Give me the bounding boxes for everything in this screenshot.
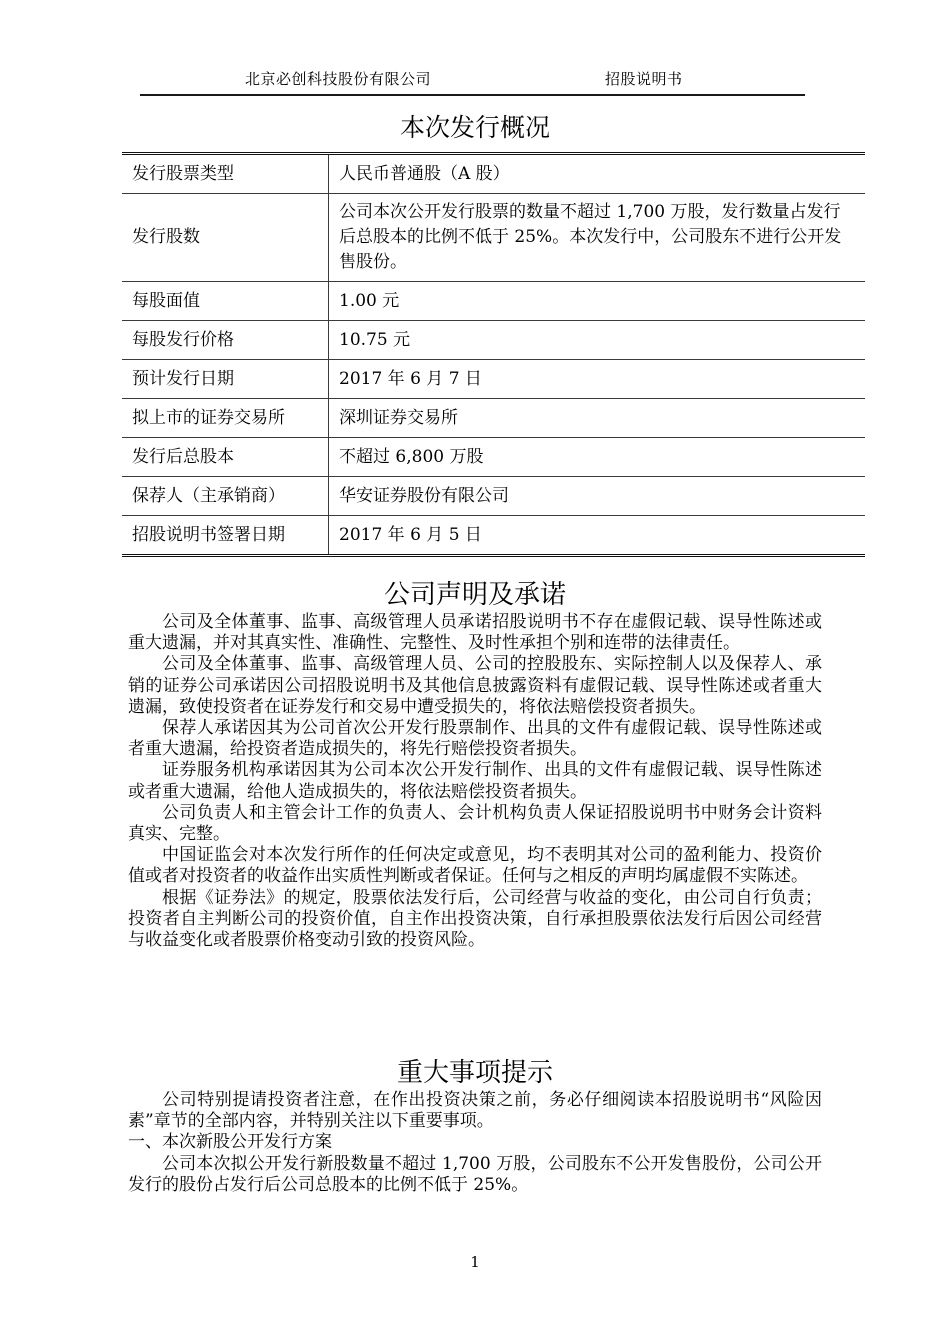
declaration-paragraph: 公司负责人和主管会计工作的负责人、会计机构负责人保证招股说明书中财务会计资料真实、完整。	[128, 802, 822, 845]
page-number: 1	[470, 1253, 480, 1271]
row-label: 招股说明书签署日期	[122, 516, 329, 556]
row-value: 10.75 元	[329, 321, 866, 360]
header-company-name: 北京必创科技股份有限公司	[245, 70, 432, 88]
row-value: 人民币普通股（A 股）	[329, 154, 866, 194]
row-label: 预计发行日期	[122, 360, 329, 399]
highlights-heading: 重大事项提示	[396, 1058, 553, 1088]
row-value: 2017 年 6 月 5 日	[339, 524, 482, 545]
row-label: 发行股票类型	[122, 154, 329, 194]
row-label: 发行后总股本	[122, 438, 329, 477]
page-title: 本次发行概况	[399, 113, 550, 142]
row-label: 每股面值	[122, 282, 329, 321]
row-value: 不超过 6,800 万股	[329, 438, 866, 477]
table-row	[122, 399, 865, 438]
row-value: 2017 年 6 月 7 日	[329, 360, 866, 399]
table-row	[122, 154, 865, 194]
declaration-paragraph: 中国证监会对本次发行所作的任何决定或意见，均不表明其对公司的盈利能力、投资价值或者对投资者的收益作出实质性判断或者保证。任何与之相反的声明均属虚假不实陈述。	[128, 845, 822, 887]
table-row	[122, 438, 865, 477]
table-row	[122, 477, 865, 516]
declaration-paragraph: 证券服务机构承诺因其为公司本次公开发行制作、出具的文件有虚假记载、误导性陈述或者重大遗漏，给他人造成损失的，将依法赔偿投资者损失。	[128, 760, 822, 802]
row-label: 发行股数	[122, 194, 329, 282]
declaration-heading: 公司声明及承诺	[383, 580, 566, 610]
header-document-type: 招股说明书	[605, 70, 683, 88]
row-value: 公司本次公开发行股票的数量不超过 1,700 万股，发行数量占发行后总股本的比例不低于 25%。本次发行中，公司股东不进行公开发售股份。	[329, 194, 866, 282]
document-header	[140, 68, 805, 96]
row-value: 华安证券股份有限公司	[329, 477, 866, 516]
highlights-item-text: 公司本次拟公开发行新股数量不超过 1,700 万股，公司股东不公开发售股份，公司公开发行的股份占发行后公司总股本的比例不低于 25%。	[128, 1153, 822, 1195]
row-label: 每股发行价格	[122, 321, 329, 360]
highlights-item-title: 一、本次新股公开发行方案	[128, 1132, 332, 1153]
issuance-overview-table	[122, 152, 865, 557]
declaration-paragraph: 公司及全体董事、监事、高级管理人员承诺招股说明书不存在虚假记载、误导性陈述或重大遗漏，并对其真实性、准确性、完整性、及时性承担个别和连带的法律责任。	[128, 612, 822, 654]
row-value: 深圳证券交易所	[329, 399, 866, 438]
highlights-body	[128, 1090, 822, 1196]
declaration-body	[128, 612, 822, 951]
row-label: 拟上市的证券交易所	[122, 399, 329, 438]
declaration-paragraph: 根据《证券法》的规定，股票依法发行后，公司经营与收益的变化，由公司自行负责；投资者自主判断公司的投资价值，自主作出投资决策，自行承担股票依法发行后因公司经营与收益变化或者股票价格变动引致的投资风险。	[128, 887, 822, 951]
row-value: 1.00 元	[329, 282, 866, 321]
table-row	[122, 194, 865, 282]
declaration-paragraph: 保荐人承诺因其为公司首次公开发行股票制作、出具的文件有虚假记载、误导性陈述或者重大遗漏，给投资者造成损失的，将先行赔偿投资者损失。	[128, 718, 822, 760]
row-label: 保荐人（主承销商）	[122, 477, 329, 516]
table-row	[122, 282, 865, 321]
table-row	[122, 516, 865, 556]
table-row	[122, 321, 865, 360]
highlights-intro: 公司特别提请投资者注意，在作出投资决策之前，务必仔细阅读本招股说明书“风险因素”章节的全部内容，并特别关注以下重要事项。	[128, 1090, 822, 1132]
declaration-paragraph: 公司及全体董事、监事、高级管理人员、公司的控股股东、实际控制人以及保荐人、承销的证券公司承诺因公司招股说明书及其他信息披露资料有虚假记载、误导性陈述或者重大遗漏，致使投资者在证券发行和交易中遭受损失的，将依法赔偿投资者损失。	[128, 654, 822, 717]
table-row	[122, 360, 865, 399]
